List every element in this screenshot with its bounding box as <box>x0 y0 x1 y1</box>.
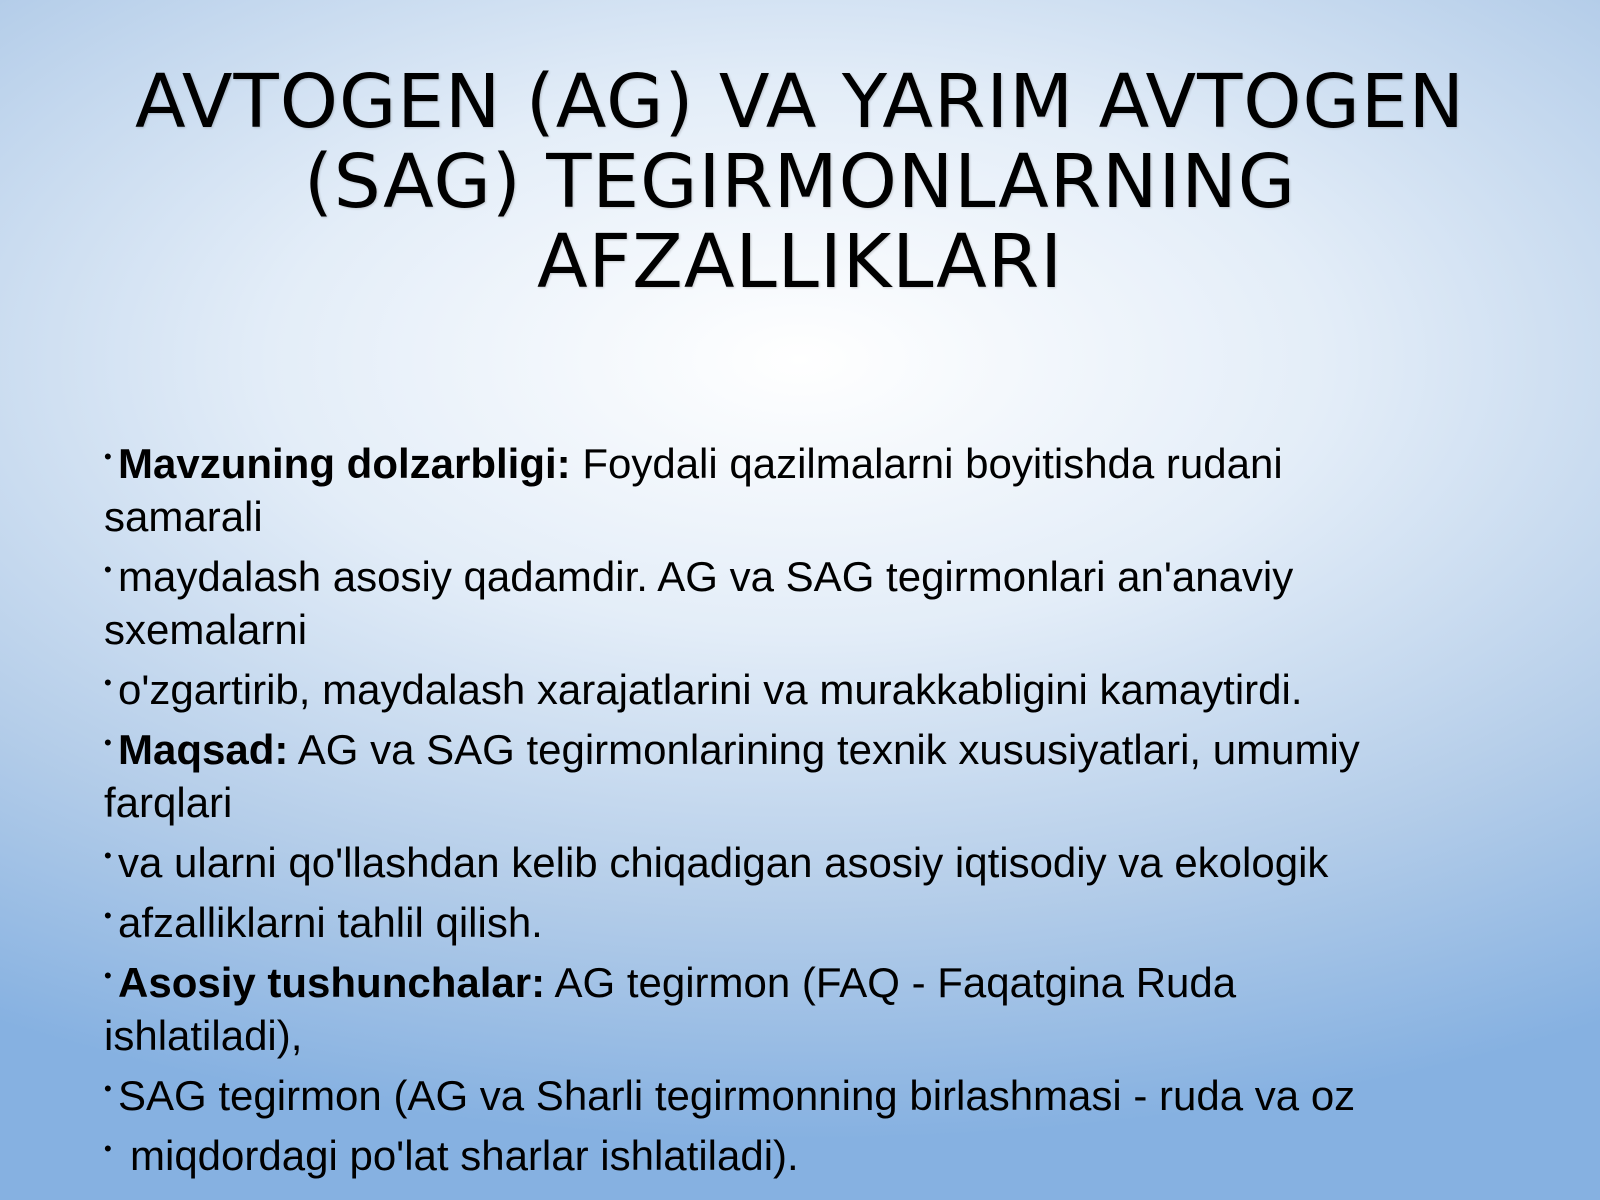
bullet-item <box>104 543 1504 603</box>
bullet-text: samarali <box>104 493 263 540</box>
bullet-icon: • <box>104 1076 112 1101</box>
bullet-icon: • <box>104 444 112 469</box>
bullet-heading: Asosiy tushunchalar: <box>118 959 546 1006</box>
bullet-text: sxemalarni <box>104 606 308 653</box>
bullet-text: ishlatiladi), <box>104 1012 303 1059</box>
bullet-item <box>104 1122 1504 1182</box>
bullet-text: AG va SAG tegirmonlarining texnik xususiyatlari, umumiy <box>288 726 1360 773</box>
title-line: AVTOGEN (AG) VA YARIM AVTOGEN <box>135 59 1465 145</box>
bullet-text: SAG tegirmon (AG va Sharli tegirmonning birlashmasi - ruda va oz <box>118 1072 1356 1119</box>
bullet-item <box>104 656 1504 716</box>
bullet-continuation <box>104 603 1504 656</box>
title-line: AFZALLIKLARI <box>536 219 1064 305</box>
bullet-item <box>104 949 1504 1009</box>
bullet-icon: • <box>104 903 112 928</box>
bullet-item <box>104 716 1504 776</box>
bullet-text: o'zgartirib, maydalash xarajatlarini va murakkabligini kamaytirdi. <box>118 666 1303 713</box>
bullet-text: AG tegirmon (FAQ - Faqatgina Ruda <box>545 959 1237 1006</box>
bullet-item <box>104 1062 1504 1122</box>
bullet-text: miqdordagi po'lat sharlar ishlatiladi). <box>130 1132 799 1179</box>
bullet-heading: Maqsad: <box>118 726 289 773</box>
slide-title <box>110 59 1490 305</box>
bullet-text: maydalash asosiy qadamdir. AG va SAG tegirmonlari an'anaviy <box>118 553 1294 600</box>
bullet-icon: • <box>104 670 112 695</box>
title-line: (SAG) TEGIRMONLARNING <box>303 139 1297 225</box>
bullet-icon: • <box>104 557 112 582</box>
bullet-icon: • <box>104 1136 112 1161</box>
bullet-continuation <box>104 776 1504 829</box>
bullet-text: va ularni qo'llashdan kelib chiqadigan asosiy iqtisodiy va ekologik <box>118 839 1329 886</box>
bullet-icon: • <box>104 843 112 868</box>
bullet-heading: Mavzuning dolzarbligi: <box>118 440 571 487</box>
slide-body <box>104 430 1504 1182</box>
bullet-continuation <box>104 1009 1504 1062</box>
bullet-item <box>104 829 1504 889</box>
bullet-text: Foydali qazilmalarni boyitishda rudani <box>570 440 1283 487</box>
bullet-text: afzalliklarni tahlil qilish. <box>118 899 543 946</box>
bullet-item <box>104 430 1504 490</box>
bullet-item <box>104 889 1504 949</box>
bullet-text: farqlari <box>104 779 233 826</box>
bullet-icon: • <box>104 730 112 755</box>
bullet-icon: • <box>104 963 112 988</box>
bullet-continuation <box>104 490 1504 543</box>
